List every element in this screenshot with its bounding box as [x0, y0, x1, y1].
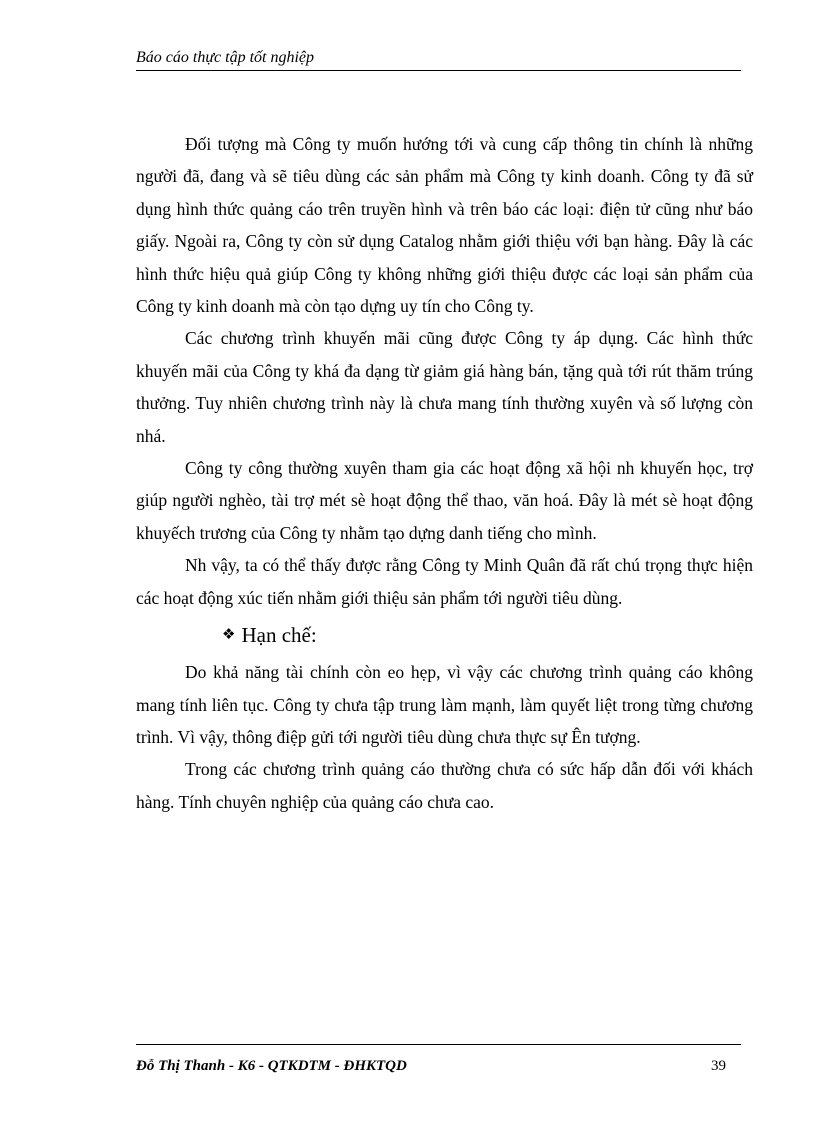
footer-divider	[136, 1044, 741, 1045]
section-heading	[222, 614, 753, 656]
paragraph: Nh vậy, ta có thể thấy được rằng Công ty Minh Quân đã rất chú trọng thực hiện các hoạt động xúc tiến nhằm giới thiệu sản phẩm tới người tiêu dùng.	[136, 555, 753, 608]
paragraph: Đối tượng mà Công ty muốn hướng tới và cung cấp thông tin chính là những người đã, đang và sẽ tiêu dùng các sản phẩm mà Công ty kinh doanh. Công ty đã sử dụng hình thức quảng cáo trên truyền hình và trên báo các loại: điện tử cũng như báo giấy. Ngoài ra, Công ty còn sử dụng Catalog nhằm giới thiệu với bạn hàng. Đây là các hình thức hiệu quả giúp Công ty không những giới thiệu được các loại sản phẩm của Công ty kinh doanh mà còn tạo dựng uy tín cho Công ty.	[136, 134, 753, 317]
section-heading-text: Hạn chế:	[241, 622, 317, 647]
header-title: Báo cáo thực tập tốt nghiệp	[136, 49, 315, 66]
paragraph: Các chương trình khuyến mãi cũng được Công ty áp dụng. Các hình thức khuyến mãi của Công ty khá đa dạng từ giảm giá hàng bán, tặng quà tới rút thăm trúng thưởng. Tuy nhiên chương trình này là chưa mang tính thường xuyên và số lượng còn nhá.	[136, 328, 753, 446]
paragraph: Do khả năng tài chính còn eo hẹp, vì vậy các chương trình quảng cáo không mang tính liên tục. Công ty chưa tập trung làm mạnh, làm quyết liệt trong từng chương trình. Vì vậy, thông điệp gửi tới người tiêu dùng chưa thực sự Ên tượng.	[136, 662, 753, 747]
diamond-bullet-icon: ❖	[222, 625, 236, 644]
page-content	[136, 128, 753, 818]
page-number: 39	[711, 1058, 726, 1074]
footer-author: Đỗ Thị Thanh - K6 - QTKDTM - ĐHKTQD	[136, 1058, 407, 1074]
page-header	[136, 48, 741, 71]
paragraph: Trong các chương trình quảng cáo thường chưa có sức hấp dẫn đối với khách hàng. Tính chuyên nghiệp của quảng cáo chưa cao.	[136, 759, 753, 812]
page-footer	[136, 1058, 726, 1075]
paragraph: Công ty công thường xuyên tham gia các hoạt động xã hội nh khuyến học, trợ giúp người nghèo, tài trợ mét sè hoạt động thể thao, văn hoá. Đây là mét sè hoạt động khuyếch trương của Công ty nhằm tạo dựng danh tiếng cho mình.	[136, 458, 753, 543]
